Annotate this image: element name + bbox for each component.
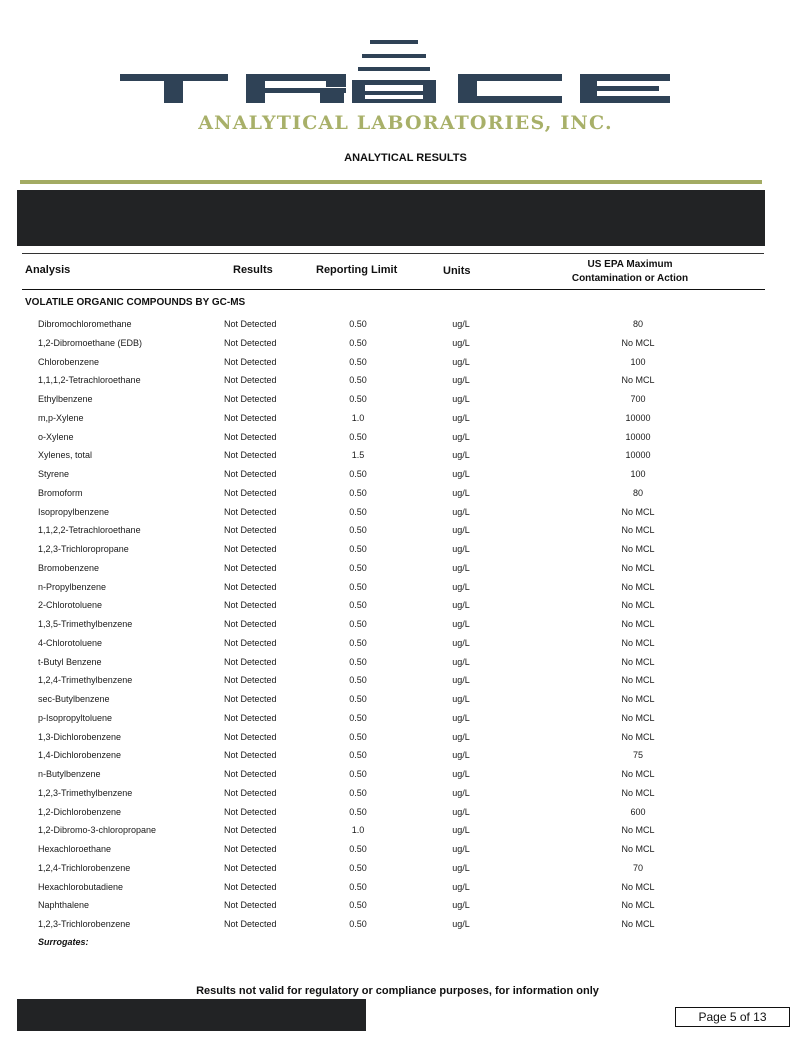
column-header-results: Results bbox=[233, 264, 273, 276]
table-row bbox=[0, 895, 811, 914]
cell-analyte-name: Ethylbenzene bbox=[38, 394, 93, 404]
divider bbox=[22, 253, 764, 254]
table-row bbox=[0, 370, 811, 389]
cell-analyte-name: 1,2,4-Trimethylbenzene bbox=[38, 675, 133, 686]
cell-epa-limit: 10000 bbox=[625, 450, 651, 461]
divider bbox=[20, 180, 762, 184]
cell-result: Not Detected bbox=[224, 412, 277, 423]
cell-analyte-name: sec-Butylbenzene bbox=[38, 694, 110, 704]
cell-result: Not Detected bbox=[224, 656, 277, 667]
table-row bbox=[0, 502, 811, 521]
cell-reporting-limit: 0.50 bbox=[349, 544, 367, 554]
table-row bbox=[0, 483, 811, 502]
cell-analyte-name: t-Butyl Benzene bbox=[38, 656, 102, 667]
cell-reporting-limit: 0.50 bbox=[349, 844, 367, 854]
cell-epa-limit: No MCL bbox=[621, 375, 655, 386]
cell-epa-limit: No MCL bbox=[621, 581, 655, 592]
cell-units: ug/L bbox=[452, 581, 470, 592]
cell-reporting-limit: 0.50 bbox=[349, 319, 367, 329]
cell-analyte-name: 1,2-Dichlorobenzene bbox=[38, 806, 122, 817]
cell-epa-limit: 80 bbox=[632, 319, 643, 329]
cell-result: Not Detected bbox=[224, 356, 277, 367]
cell-reporting-limit: 0.50 bbox=[349, 619, 367, 629]
cell-units: ug/L bbox=[452, 862, 470, 873]
cell-analyte-name: Xylenes, total bbox=[38, 450, 93, 461]
cell-epa-limit: No MCL bbox=[621, 731, 655, 742]
cell-units: ug/L bbox=[452, 694, 470, 704]
cell-result: Not Detected bbox=[224, 619, 277, 629]
cell-reporting-limit: 0.50 bbox=[349, 506, 367, 517]
cell-reporting-limit: 0.50 bbox=[349, 900, 367, 911]
cell-units: ug/L bbox=[452, 356, 470, 367]
table-row bbox=[0, 858, 811, 877]
cell-result: Not Detected bbox=[224, 487, 277, 498]
cell-result: Not Detected bbox=[224, 712, 277, 723]
cell-epa-limit: 70 bbox=[632, 862, 643, 873]
section-title: VOLATILE ORGANIC COMPOUNDS BY GC-MS bbox=[25, 297, 246, 308]
cell-result: Not Detected bbox=[224, 600, 277, 611]
table-row bbox=[0, 558, 811, 577]
cell-analyte-name: m,p-Xylene bbox=[38, 412, 84, 423]
cell-reporting-limit: 0.50 bbox=[349, 525, 367, 536]
disclaimer-text: Results not valid for regulatory or compliance purposes, for information only bbox=[196, 985, 599, 997]
cell-units: ug/L bbox=[452, 600, 470, 611]
cell-analyte-name: 2-Chlorotoluene bbox=[38, 600, 103, 611]
table-row bbox=[0, 783, 811, 802]
cell-epa-limit: No MCL bbox=[621, 656, 655, 667]
cell-analyte-name: Styrene bbox=[38, 469, 70, 479]
cell-units: ug/L bbox=[452, 487, 470, 498]
cell-reporting-limit: 0.50 bbox=[349, 862, 367, 873]
cell-units: ug/L bbox=[452, 769, 470, 779]
page-number: Page 5 of 13 bbox=[675, 1007, 790, 1027]
cell-units: ug/L bbox=[452, 562, 470, 573]
column-header-reporting-limit: Reporting Limit bbox=[316, 264, 398, 276]
table-row bbox=[0, 652, 811, 671]
table-row bbox=[0, 539, 811, 558]
cell-result: Not Detected bbox=[224, 544, 277, 554]
table-row bbox=[0, 745, 811, 764]
table-row bbox=[0, 595, 811, 614]
cell-units: ug/L bbox=[452, 619, 470, 629]
cell-result: Not Detected bbox=[224, 750, 277, 761]
cell-result: Not Detected bbox=[224, 581, 277, 592]
cell-epa-limit: No MCL bbox=[621, 619, 655, 629]
cell-units: ug/L bbox=[452, 881, 470, 892]
table-row bbox=[0, 727, 811, 746]
cell-epa-limit: No MCL bbox=[621, 881, 655, 892]
cell-epa-limit: No MCL bbox=[621, 562, 655, 573]
cell-result: Not Detected bbox=[224, 825, 277, 836]
table-row bbox=[0, 314, 811, 333]
cell-analyte-name: 1,3-Dichlorobenzene bbox=[38, 731, 122, 742]
cell-analyte-name: 1,2-Dibromoethane (EDB) bbox=[38, 337, 143, 348]
cell-analyte-name: p-Isopropyltoluene bbox=[38, 712, 113, 723]
cell-units: ug/L bbox=[452, 544, 470, 554]
column-header-epa bbox=[550, 258, 710, 286]
cell-reporting-limit: 0.50 bbox=[349, 769, 367, 779]
cell-reporting-limit: 0.50 bbox=[349, 694, 367, 704]
cell-units: ug/L bbox=[452, 450, 470, 461]
table-row bbox=[0, 333, 811, 352]
cell-epa-limit: No MCL bbox=[621, 337, 655, 348]
cell-epa-limit: No MCL bbox=[621, 919, 655, 929]
cell-result: Not Detected bbox=[224, 431, 277, 442]
table-row bbox=[0, 877, 811, 896]
cell-epa-limit: 100 bbox=[630, 356, 646, 367]
cell-analyte-name: n-Propylbenzene bbox=[38, 581, 107, 592]
cell-result: Not Detected bbox=[224, 919, 277, 929]
cell-analyte-name: Hexachloroethane bbox=[38, 844, 112, 854]
cell-units: ug/L bbox=[452, 525, 470, 536]
cell-epa-limit: 700 bbox=[630, 394, 646, 404]
cell-reporting-limit: 0.50 bbox=[349, 469, 367, 479]
cell-epa-limit: No MCL bbox=[621, 694, 655, 704]
table-row bbox=[0, 408, 811, 427]
cell-analyte-name: 1,2-Dibromo-3-chloropropane bbox=[38, 825, 157, 836]
cell-units: ug/L bbox=[452, 506, 470, 517]
cell-result: Not Detected bbox=[224, 787, 277, 798]
cell-units: ug/L bbox=[452, 825, 470, 836]
cell-analyte-name: Bromoform bbox=[38, 487, 83, 498]
cell-result: Not Detected bbox=[224, 562, 277, 573]
cell-reporting-limit: 0.50 bbox=[349, 581, 367, 592]
cell-epa-limit: 600 bbox=[630, 806, 646, 817]
cell-epa-limit: No MCL bbox=[621, 675, 655, 686]
table-row bbox=[0, 839, 811, 858]
table-row bbox=[0, 764, 811, 783]
surrogates-label: Surrogates: bbox=[38, 937, 89, 947]
column-header-epa-line2: Contamination or Action bbox=[571, 273, 689, 284]
cell-units: ug/L bbox=[452, 844, 470, 854]
cell-result: Not Detected bbox=[224, 375, 277, 386]
cell-result: Not Detected bbox=[224, 506, 277, 517]
cell-reporting-limit: 1.0 bbox=[351, 825, 365, 836]
cell-units: ug/L bbox=[452, 712, 470, 723]
cell-analyte-name: n-Butylbenzene bbox=[38, 769, 101, 779]
cell-reporting-limit: 0.50 bbox=[349, 656, 367, 667]
trace-logo-mark bbox=[0, 36, 811, 116]
cell-analyte-name: 4-Chlorotoluene bbox=[38, 637, 103, 648]
cell-epa-limit: 100 bbox=[630, 469, 646, 479]
cell-reporting-limit: 0.50 bbox=[349, 431, 367, 442]
redacted-block bbox=[17, 190, 765, 246]
cell-epa-limit: No MCL bbox=[621, 544, 655, 554]
cell-analyte-name: Chlorobenzene bbox=[38, 356, 100, 367]
redacted-block bbox=[17, 999, 366, 1031]
cell-reporting-limit: 0.50 bbox=[349, 806, 367, 817]
table-row bbox=[0, 689, 811, 708]
cell-units: ug/L bbox=[452, 412, 470, 423]
table-row bbox=[0, 670, 811, 689]
cell-reporting-limit: 0.50 bbox=[349, 675, 367, 686]
cell-analyte-name: Hexachlorobutadiene bbox=[38, 881, 124, 892]
cell-reporting-limit: 0.50 bbox=[349, 787, 367, 798]
cell-epa-limit: No MCL bbox=[621, 506, 655, 517]
cell-units: ug/L bbox=[452, 675, 470, 686]
column-header-epa-line1: US EPA Maximum bbox=[587, 259, 673, 270]
cell-units: ug/L bbox=[452, 806, 470, 817]
cell-result: Not Detected bbox=[224, 675, 277, 686]
cell-units: ug/L bbox=[452, 919, 470, 929]
table-row bbox=[0, 520, 811, 539]
table-header bbox=[0, 258, 811, 290]
cell-result: Not Detected bbox=[224, 862, 277, 873]
cell-reporting-limit: 0.50 bbox=[349, 919, 367, 929]
table-row bbox=[0, 614, 811, 633]
cell-result: Not Detected bbox=[224, 694, 277, 704]
cell-analyte-name: 1,3,5-Trimethylbenzene bbox=[38, 619, 133, 629]
cell-epa-limit: No MCL bbox=[621, 525, 655, 536]
cell-units: ug/L bbox=[452, 787, 470, 798]
cell-result: Not Detected bbox=[224, 844, 277, 854]
cell-reporting-limit: 0.50 bbox=[349, 375, 367, 386]
cell-units: ug/L bbox=[452, 731, 470, 742]
cell-units: ug/L bbox=[452, 337, 470, 348]
table-row bbox=[0, 352, 811, 371]
cell-result: Not Detected bbox=[224, 394, 277, 404]
cell-result: Not Detected bbox=[224, 769, 277, 779]
cell-analyte-name: 1,2,4-Trichlorobenzene bbox=[38, 862, 131, 873]
cell-epa-limit: No MCL bbox=[621, 637, 655, 648]
cell-analyte-name: 1,4-Dichlorobenzene bbox=[38, 750, 122, 761]
company-tagline: ANALYTICAL LABORATORIES, INC. bbox=[198, 112, 613, 134]
cell-analyte-name: 1,2,3-Trichloropropane bbox=[38, 544, 129, 554]
cell-units: ug/L bbox=[452, 431, 470, 442]
cell-result: Not Detected bbox=[224, 881, 277, 892]
cell-analyte-name: Bromobenzene bbox=[38, 562, 100, 573]
cell-result: Not Detected bbox=[224, 731, 277, 742]
cell-reporting-limit: 0.50 bbox=[349, 712, 367, 723]
cell-result: Not Detected bbox=[224, 319, 277, 329]
cell-units: ug/L bbox=[452, 319, 470, 329]
cell-reporting-limit: 0.50 bbox=[349, 731, 367, 742]
column-header-units: Units bbox=[443, 265, 471, 277]
divider bbox=[22, 289, 765, 290]
cell-reporting-limit: 0.50 bbox=[349, 562, 367, 573]
cell-analyte-name: 1,2,3-Trichlorobenzene bbox=[38, 919, 131, 929]
cell-epa-limit: 75 bbox=[632, 750, 643, 761]
cell-reporting-limit: 1.0 bbox=[351, 412, 365, 423]
cell-analyte-name: 1,1,2,2-Tetrachloroethane bbox=[38, 525, 141, 536]
cell-reporting-limit: 0.50 bbox=[349, 600, 367, 611]
cell-epa-limit: No MCL bbox=[621, 769, 655, 779]
table-row bbox=[0, 914, 811, 933]
table-row bbox=[0, 464, 811, 483]
cell-reporting-limit: 0.50 bbox=[349, 356, 367, 367]
table-row bbox=[0, 633, 811, 652]
cell-epa-limit: No MCL bbox=[621, 712, 655, 723]
cell-epa-limit: 10000 bbox=[625, 412, 651, 423]
cell-result: Not Detected bbox=[224, 450, 277, 461]
cell-analyte-name: Isopropylbenzene bbox=[38, 506, 110, 517]
cell-result: Not Detected bbox=[224, 806, 277, 817]
cell-epa-limit: No MCL bbox=[621, 787, 655, 798]
column-header-analysis: Analysis bbox=[25, 264, 71, 276]
cell-analyte-name: 1,2,3-Trimethylbenzene bbox=[38, 787, 133, 798]
results-table-body bbox=[0, 314, 811, 933]
cell-epa-limit: No MCL bbox=[621, 825, 655, 836]
cell-reporting-limit: 0.50 bbox=[349, 881, 367, 892]
cell-epa-limit: 80 bbox=[632, 487, 643, 498]
cell-analyte-name: Dibromochloromethane bbox=[38, 319, 132, 329]
table-row bbox=[0, 802, 811, 821]
cell-units: ug/L bbox=[452, 656, 470, 667]
cell-epa-limit: No MCL bbox=[621, 844, 655, 854]
cell-reporting-limit: 1.5 bbox=[351, 450, 365, 461]
cell-reporting-limit: 0.50 bbox=[349, 394, 367, 404]
cell-analyte-name: Naphthalene bbox=[38, 900, 90, 911]
table-row bbox=[0, 427, 811, 446]
table-row bbox=[0, 445, 811, 464]
cell-result: Not Detected bbox=[224, 900, 277, 911]
table-row bbox=[0, 389, 811, 408]
cell-reporting-limit: 0.50 bbox=[349, 337, 367, 348]
cell-epa-limit: No MCL bbox=[621, 600, 655, 611]
cell-epa-limit: 10000 bbox=[625, 431, 651, 442]
table-row bbox=[0, 708, 811, 727]
cell-units: ug/L bbox=[452, 637, 470, 648]
cell-result: Not Detected bbox=[224, 337, 277, 348]
cell-units: ug/L bbox=[452, 750, 470, 761]
cell-reporting-limit: 0.50 bbox=[349, 487, 367, 498]
cell-analyte-name: 1,1,1,2-Tetrachloroethane bbox=[38, 375, 141, 386]
cell-reporting-limit: 0.50 bbox=[349, 637, 367, 648]
cell-units: ug/L bbox=[452, 900, 470, 911]
cell-result: Not Detected bbox=[224, 469, 277, 479]
table-row bbox=[0, 577, 811, 596]
cell-result: Not Detected bbox=[224, 637, 277, 648]
cell-reporting-limit: 0.50 bbox=[349, 750, 367, 761]
cell-epa-limit: No MCL bbox=[621, 900, 655, 911]
cell-result: Not Detected bbox=[224, 525, 277, 536]
cell-units: ug/L bbox=[452, 394, 470, 404]
cell-units: ug/L bbox=[452, 375, 470, 386]
document-title: ANALYTICAL RESULTS bbox=[344, 152, 467, 164]
table-row bbox=[0, 820, 811, 839]
cell-units: ug/L bbox=[452, 469, 470, 479]
cell-analyte-name: o-Xylene bbox=[38, 431, 74, 442]
